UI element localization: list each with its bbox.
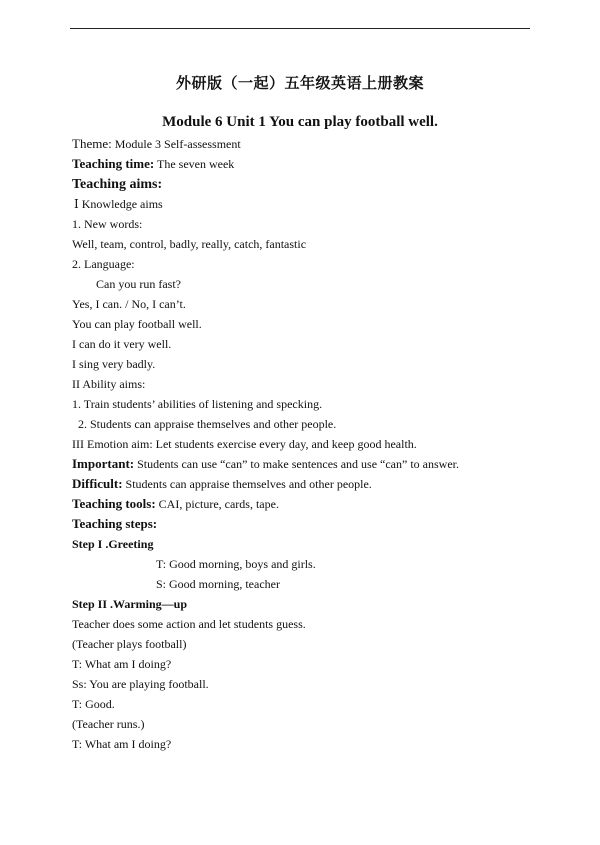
language-line-2: Yes, I can. / No, I can’t. xyxy=(72,297,186,311)
new-words-heading: 1. New words: xyxy=(72,217,143,231)
emotion-aim: III Emotion aim: Let students exercise every day, and keep good health. xyxy=(72,437,417,451)
important-label: Important: xyxy=(72,456,135,471)
teaching-aims-heading xyxy=(72,174,542,194)
warming-line-6: (Teacher runs.) xyxy=(72,717,145,731)
step-greeting-heading: Step I .Greeting xyxy=(72,537,154,551)
warming-line-4: Ss: You are playing football. xyxy=(72,677,209,691)
warming-line-5: T: Good. xyxy=(72,697,115,711)
teaching-time-value: The seven week xyxy=(154,157,235,171)
ability-aim-2: 2. Students can appraise themselves and other people. xyxy=(78,417,337,431)
new-words-list: Well, team, control, badly, really, catch, fantastic xyxy=(72,237,307,251)
warming-line-1: Teacher does some action and let students guess. xyxy=(72,617,306,631)
ability-aim-1: 1. Train students’ abilities of listening and specking. xyxy=(72,397,323,411)
step-warming-up-heading: Step II .Warming—up xyxy=(72,597,188,611)
teaching-aims-label: Teaching aims: xyxy=(72,177,163,192)
teaching-tools-line xyxy=(72,494,542,514)
important-value: Students can use “can” to make sentences and use “can” to answer. xyxy=(134,457,459,471)
teaching-steps-label: Teaching steps: xyxy=(72,516,158,531)
warming-line-3: T: What am I doing? xyxy=(72,657,172,671)
greeting-line-2: S: Good morning, teacher xyxy=(156,577,280,591)
language-line-5: I sing very badly. xyxy=(72,357,156,371)
difficult-label: Difficult: xyxy=(72,476,123,491)
theme-line xyxy=(72,134,542,154)
greeting-line-1: T: Good morning, boys and girls. xyxy=(156,557,316,571)
teaching-time-label: Teaching time: xyxy=(72,156,155,171)
language-line-1: Can you run fast? xyxy=(96,277,181,291)
lesson-title: Module 6 Unit 1 You can play football well. xyxy=(162,114,438,130)
theme-label: Theme: xyxy=(72,136,112,151)
warming-line-7: T: What am I doing? xyxy=(72,737,172,751)
header-rule xyxy=(70,28,530,29)
theme-value: Module 3 Self-assessment xyxy=(111,137,241,151)
warming-line-2: (Teacher plays football) xyxy=(72,637,187,651)
important-line xyxy=(72,454,542,474)
language-heading: 2. Language: xyxy=(72,257,135,271)
teaching-tools-value: CAI, picture, cards, tape. xyxy=(155,497,279,511)
knowledge-aims: Ⅰ Knowledge aims xyxy=(74,197,163,211)
language-line-3: You can play football well. xyxy=(72,317,202,331)
teaching-tools-label: Teaching tools: xyxy=(72,496,156,511)
ability-aims-heading: II Ability aims: xyxy=(72,377,146,391)
difficult-line xyxy=(72,474,542,494)
document-title: 外研版（一起）五年级英语上册教案 xyxy=(175,74,424,92)
teaching-steps-heading xyxy=(72,514,542,534)
teaching-time-line xyxy=(72,154,542,174)
difficult-value: Students can appraise themselves and other people. xyxy=(122,477,372,491)
language-line-4: I can do it very well. xyxy=(72,337,172,351)
lesson-plan-body xyxy=(72,134,542,754)
